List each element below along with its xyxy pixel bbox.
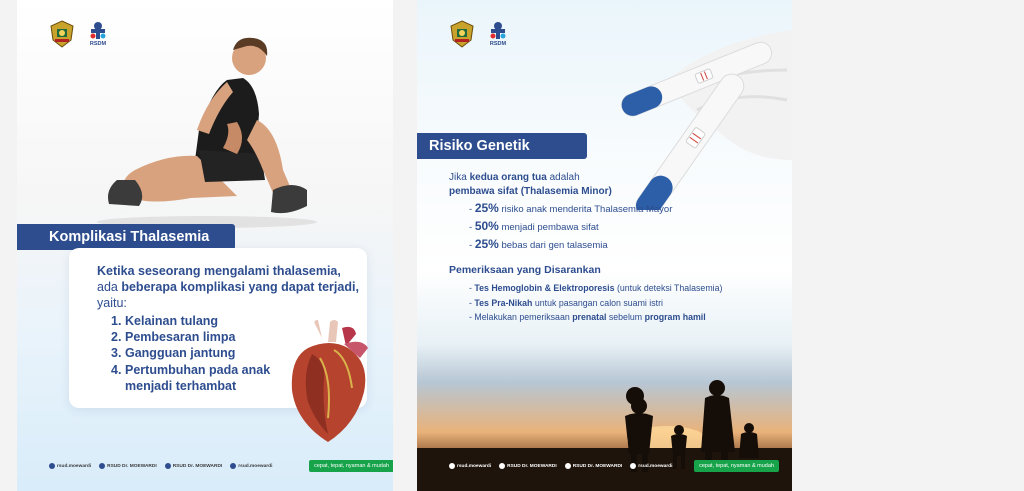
poster-komplikasi [17,0,393,491]
exam-list [469,281,722,325]
list-item: - 25% risiko anak menderita Thalasemia Mayor [469,200,672,218]
poster-risiko-genetik [417,0,792,491]
intro-line-2-bold: beberapa komplikasi yang dapat terjadi, [121,280,359,294]
title-bar: Komplikasi Thalasemia [17,224,235,250]
facebook-icon [499,463,505,469]
pregnancy-test-illustration [597,10,792,210]
rsdm-logo-mark [488,20,508,40]
list-item: - Melakukan pemeriksaan prenatal sebelum program hamil [469,310,722,325]
footer [449,460,779,472]
tiktok-icon [630,463,636,469]
rsdm-logo-label: RSDM [489,41,507,47]
intro-line-2-plain: ada [97,280,118,294]
provincial-crest-logo [449,20,475,48]
parents-intro: Jika kedua orang tua adalah pembawa sifat (Thalasemia Minor) [449,172,612,197]
youtube-link[interactable]: RSUD Dr. MOEWARDI [565,463,623,469]
list-item: 1. Kelainan tulang [111,314,219,328]
heart-illustration [282,318,374,446]
youtube-link[interactable]: RSUD Dr. MOEWARDI [165,463,223,469]
facebook-icon [99,463,105,469]
list-item: - 25% bebas dari gen talasemia [469,236,672,254]
exam-section-title: Pemeriksaan yang Disarankan [449,264,601,276]
rsdm-logo-label: RSDM [89,41,107,47]
risk-list [469,200,672,254]
list-item: 3. Gangguan jantung [111,346,236,361]
youtube-icon [565,463,571,469]
list-item: 2. Pembesaran limpa [111,330,236,345]
rsdm-logo [485,20,511,47]
youtube-icon [165,463,171,469]
complication-list [111,313,270,394]
facebook-link[interactable]: RSUD Dr. MOEWARDI [499,463,557,469]
list-item: - Tes Hemoglobin & Elektroporesis (untuk deteksi Thalasemia) [469,281,722,296]
instagram-icon [49,463,55,469]
footer [49,460,389,472]
injured-athlete-illustration [87,30,317,230]
title-bar: Risiko Genetik [417,133,587,159]
list-item: - 50% menjadi pembawa sifat [469,218,672,236]
list-item: - Tes Pra-Nikah untuk pasangan calon suami istri [469,296,722,311]
facebook-link[interactable]: RSUD Dr. MOEWARDI [99,463,157,469]
intro-line-3: yaitu: [97,296,127,310]
instagram-link[interactable]: rsud.moewardi [49,463,91,469]
tiktok-link[interactable]: rsud.moewardi [230,463,272,469]
tiktok-link[interactable]: rsud.moewardi [630,463,672,469]
logo-group [449,20,511,48]
intro-line-1: Ketika seseorang mengalami thalasemia, [97,264,341,278]
card-intro [97,263,367,311]
instagram-link[interactable]: rsud.moewardi [449,463,491,469]
provincial-crest-logo [49,20,75,48]
instagram-icon [449,463,455,469]
tagline-badge: cepat, tepat, nyaman & mudah [309,460,393,472]
tiktok-icon [230,463,236,469]
list-item: 4. Pertumbuhan pada anak menjadi terhambat [111,362,271,393]
tagline-badge: cepat, tepat, nyaman & mudah [694,460,779,472]
